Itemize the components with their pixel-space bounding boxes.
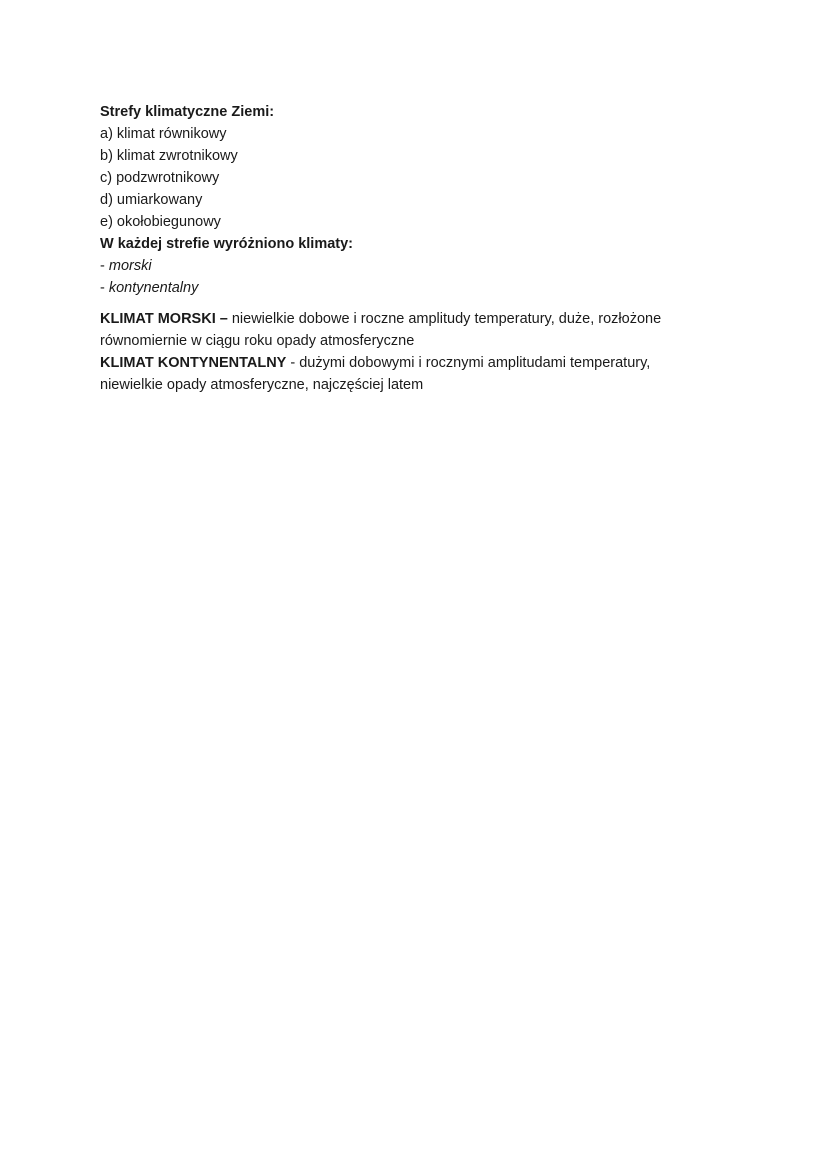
types-heading: W każdej strefie wyróżniono klimaty: — [100, 236, 353, 252]
definitions-paragraph — [100, 308, 740, 396]
definition-maritime-continued: równomiernie w ciągu roku opady atmosferyczne — [100, 333, 415, 349]
zone-item: e) okołobiegunowy — [100, 214, 221, 230]
definition-maritime — [100, 308, 740, 330]
document-body — [100, 101, 740, 396]
zone-item: b) klimat zwrotnikowy — [100, 148, 238, 164]
definition-term: KLIMAT KONTYNENTALNY — [100, 355, 287, 371]
definition-term: KLIMAT MORSKI – — [100, 311, 228, 327]
type-item — [100, 277, 740, 299]
zone-item: d) umiarkowany — [100, 192, 203, 208]
definition-continental-continued: niewielkie opady atmosferyczne, najczęściej latem — [100, 377, 424, 393]
type-item-prefix: - — [100, 258, 109, 274]
type-item-text: kontynentalny — [108, 280, 199, 296]
definition-continental — [100, 352, 740, 374]
definition-text: - dużymi dobowymi i rocznymi amplitudami temperatury, — [286, 355, 651, 371]
type-item-text: morski — [108, 258, 152, 274]
zone-item: a) klimat równikowy — [100, 126, 227, 142]
type-item-prefix: - — [100, 280, 109, 296]
zones-heading: Strefy klimatyczne Ziemi: — [100, 104, 275, 120]
definition-text: niewielkie dobowe i roczne amplitudy temperatury, duże, rozłożone — [227, 311, 662, 327]
zone-item: c) podzwrotnikowy — [100, 170, 220, 186]
type-item — [100, 255, 740, 277]
